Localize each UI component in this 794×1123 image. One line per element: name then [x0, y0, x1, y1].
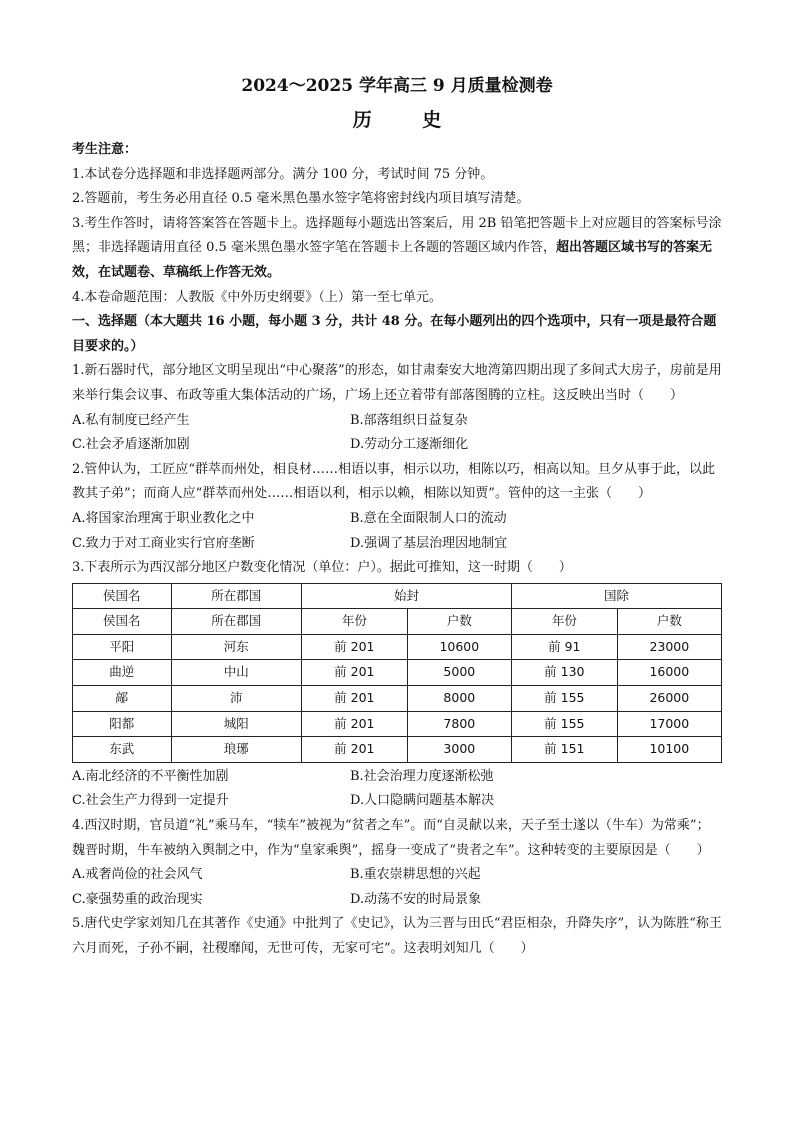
table-header-cell: 侯国名	[73, 609, 172, 635]
table-cell: 前 155	[511, 686, 617, 712]
notice-item: 1.本试卷分选择题和非选择题两部分。满分 100 分，考试时间 75 分钟。	[72, 166, 494, 182]
table-cell: 前 91	[511, 634, 617, 660]
question-options	[72, 863, 722, 912]
option-a: A.私有制度已经产生	[72, 412, 190, 428]
table-cell: 沛	[171, 686, 301, 712]
table-cell: 前 201	[301, 634, 407, 660]
table-header-cell: 所在郡国	[171, 583, 301, 609]
household-table	[72, 583, 722, 763]
table-header-cell: 国除	[511, 583, 721, 609]
table-header-cell: 侯国名	[73, 583, 172, 609]
option-a: A.南北经济的不平衡性加剧	[72, 768, 229, 784]
table-cell: 10600	[407, 634, 511, 660]
option-c: C.社会生产力得到一定提升	[72, 793, 229, 809]
table-cell: 曲逆	[73, 660, 172, 686]
table-header-cell: 户数	[407, 609, 511, 635]
notice-item-bold: 超出答题区域书写的答案无效，在试题卷、草稿纸上作答无效。	[72, 240, 712, 280]
table-cell: 8000	[407, 686, 511, 712]
table-cell: 26000	[617, 686, 721, 712]
option-b: B.部落组织日益复杂	[350, 412, 468, 428]
option-c: C.豪强势重的政治现实	[72, 891, 203, 907]
table-cell: 前 151	[511, 737, 617, 763]
table-cell: 平阳	[73, 634, 172, 660]
option-b: B.重农崇耕思想的兴起	[350, 867, 481, 883]
table-cell: 城阳	[171, 711, 301, 737]
option-b: B.意在全面限制人口的流动	[350, 510, 507, 526]
question-options	[72, 409, 722, 458]
question-options	[72, 765, 722, 814]
table-cell: 前 201	[301, 660, 407, 686]
option-d: D.劳动分工逐渐细化	[350, 437, 469, 453]
notice-heading: 考生注意：	[72, 142, 138, 157]
question-stem: 3.下表所示为西汉部分地区户数变化情况（单位：户）。据此可推知，这一时期（ ）	[72, 560, 572, 576]
option-c: C.社会矛盾逐渐加剧	[72, 437, 190, 453]
exam-title: 2024～2025 学年高三 9 月质量检测卷	[241, 76, 553, 96]
notice-item-text: 3.考生作答时，请将答案答在答题卡上。选择题每小题选出答案后，用 2B 铅笔把答题卡上对应题目的答案标号涂黑；非选择题请用直径 0.5 毫米黑色墨水签字笔在答题卡上各题的答题区域内作答，	[72, 215, 722, 256]
table-header-row	[73, 583, 722, 609]
table-header-cell: 户数	[617, 609, 721, 635]
question-stem: 4.西汉时期，官员道“礼”乘马车，“犊车”被视为“贫者之车”。而“自灵献以来，天子至士遂以（牛车）为常乘”；魏晋时期，牛车被纳入舆制之中，作为“皇家乘舆”，摇身一变成了“贵者之车”。这种转变的主要原因是（ ）	[72, 818, 710, 858]
table-cell: 琅琊	[171, 737, 301, 763]
table-cell: 前 201	[301, 686, 407, 712]
table-cell: 前 155	[511, 711, 617, 737]
option-d: D.动荡不安的时局景象	[350, 891, 482, 907]
question-options	[72, 507, 722, 556]
section-heading: 一、选择题（本大题共 16 小题，每小题 3 分，共计 48 分。在每小题列出的四个选项中，只有一项是最符合题目要求的。）	[72, 314, 717, 354]
notice-item	[72, 212, 722, 286]
table-cell: 前 130	[511, 660, 617, 686]
option-c: C.致力于对工商业实行官府垄断	[72, 535, 255, 551]
table-cell: 鄗	[73, 686, 172, 712]
table-cell: 中山	[171, 660, 301, 686]
option-a: A.将国家治理寓于职业教化之中	[72, 510, 255, 526]
table-row	[73, 660, 722, 686]
table-row	[73, 737, 722, 763]
question-stem: 5.唐代史学家刘知几在其著作《史通》中批判了《史记》，认为三晋与田氏“君臣相杂，升降失序”，认为陈胜“称王六月而死，子孙不嗣，社稷靡闻，无世可传，无家可宅”。这表明刘知几（ ）	[72, 916, 722, 956]
question-stem: 1.新石器时代，部分地区文明呈现出“中心聚落”的形态，如甘肃秦安大地湾第四期出现了多间式大房子，房前是用来举行集会议事、布政等重大集体活动的广场，广场上还立着带有部落图腾的立柱。这反映出当时（ ）	[72, 363, 722, 403]
table-cell: 5000	[407, 660, 511, 686]
table-header-cell: 始封	[301, 583, 511, 609]
table-cell: 7800	[407, 711, 511, 737]
table-cell: 东武	[73, 737, 172, 763]
notice-item: 2.答题前，考生务必用直径 0.5 毫米黑色墨水签字笔将密封线内项目填写清楚。	[72, 191, 530, 207]
table-row	[73, 711, 722, 737]
table-row	[73, 686, 722, 712]
table-header-cell: 所在郡国	[171, 609, 301, 635]
table-cell: 阳都	[73, 711, 172, 737]
subject-title: 历 史	[352, 109, 464, 131]
table-cell: 前 201	[301, 737, 407, 763]
table-cell: 10100	[617, 737, 721, 763]
option-a: A.戒奢尚俭的社会风气	[72, 867, 203, 883]
table-cell: 17000	[617, 711, 721, 737]
table-header-cell: 年份	[301, 609, 407, 635]
option-d: D.人口隐瞒问题基本解决	[350, 793, 495, 809]
table-row	[73, 634, 722, 660]
table-cell: 前 201	[301, 711, 407, 737]
question-stem: 2.管仲认为，工匠应“群萃而州处，相良材……相语以事，相示以功，相陈以巧，相高以知。旦夕从事于此，以此教其子弟”；而商人应“群萃而州处……相语以利，相示以赖，相陈以知贾”。管仲的这一主张（ ）	[72, 461, 716, 502]
notice-item: 4.本卷命题范围：人教版《中外历史纲要》（上）第一至七单元。	[72, 289, 442, 305]
table-cell: 河东	[171, 634, 301, 660]
option-b: B.社会治理力度逐渐松弛	[350, 768, 494, 784]
table-cell: 23000	[617, 634, 721, 660]
table-header-cell: 年份	[511, 609, 617, 635]
option-d: D.强调了基层治理因地制宜	[350, 535, 508, 551]
table-cell: 16000	[617, 660, 721, 686]
table-header-row	[73, 609, 722, 635]
table-cell: 3000	[407, 737, 511, 763]
